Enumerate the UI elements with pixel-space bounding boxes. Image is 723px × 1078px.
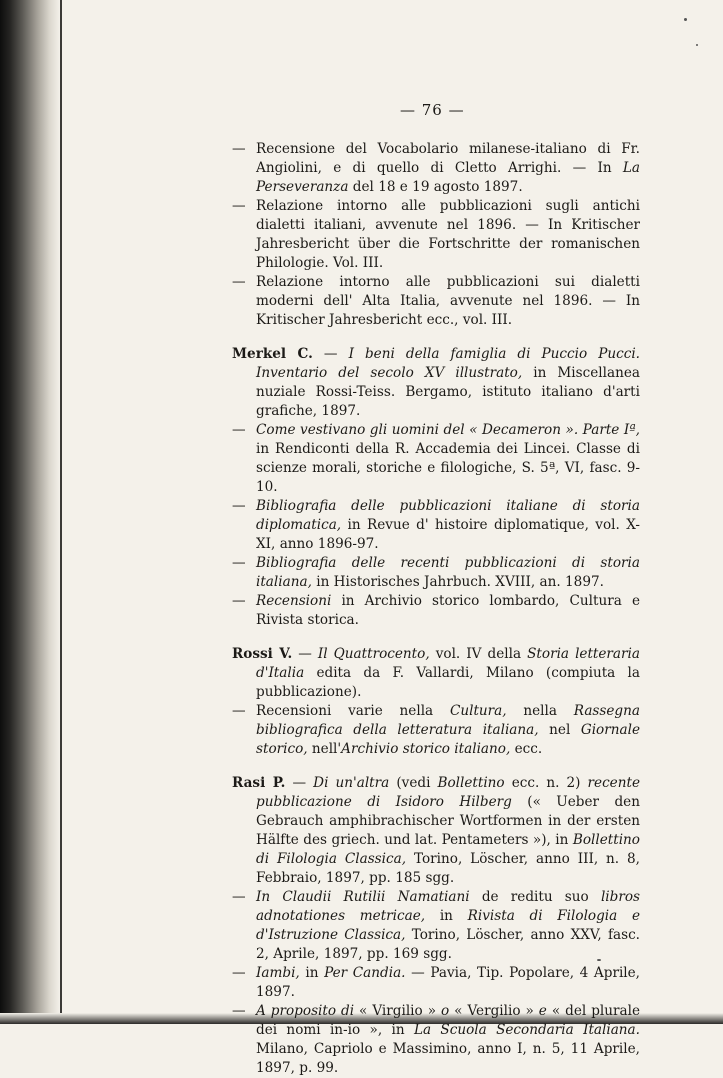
entry-dash: — bbox=[232, 555, 246, 571]
entry-text: « Vergilio » bbox=[449, 1003, 539, 1019]
entry-text: — Pavia, Tip. Popolare, 4 Aprile, 1897. bbox=[256, 965, 641, 1000]
entry-dash: — bbox=[232, 593, 246, 609]
italic-title: Per Candia. bbox=[324, 965, 406, 981]
italic-title: Di un'altra bbox=[313, 775, 390, 791]
bibliography-entry bbox=[232, 1002, 640, 1078]
entry-text: nel bbox=[538, 722, 581, 738]
bibliography-entry bbox=[232, 497, 640, 554]
italic-title: In Claudii Rutilii Namatiani bbox=[256, 889, 470, 905]
italic-title: e bbox=[538, 1003, 547, 1019]
book-spine-shadow bbox=[0, 0, 60, 1024]
entry-dash: — bbox=[298, 646, 312, 662]
italic-title: La Scuola Secondaria Italiana. bbox=[413, 1022, 640, 1038]
entry-dash: — bbox=[232, 274, 246, 290]
entry-text: Milano, Capriolo e Massimino, anno I, n. 5, 11 Aprile, 1897, p. 99. bbox=[256, 1041, 640, 1076]
italic-title: Storia letteraria d'Italia bbox=[256, 646, 640, 681]
bibliography-entry bbox=[232, 273, 640, 330]
entry-dash: — bbox=[232, 422, 246, 438]
entry-text: edita da F. Vallardi, Milano (compiuta la pubblicazione). bbox=[256, 665, 640, 700]
bibliography-entry bbox=[232, 554, 640, 592]
entry-text: in Rendiconti della R. Accademia dei Lincei. Classe di scienze morali, storiche e filologiche, S. 5ª, VI, fasc. 9-10. bbox=[256, 441, 640, 495]
entry-text: « Virgilio » bbox=[354, 1003, 441, 1019]
entry-dash: — bbox=[323, 346, 338, 362]
entry-dash: — bbox=[232, 1003, 246, 1019]
entry-text: de reditu suo bbox=[469, 889, 601, 905]
entry-text: in Historisches Jahrbuch. XVIII, an. 1897. bbox=[311, 574, 604, 590]
paper-speck bbox=[684, 18, 687, 21]
entry-text: Relazione intorno alle pubblicazioni sugli antichi dialetti italiani, avvenute nel 1896. — In Kritischer Jahresbericht über die Fortschritte der romanischen Philologie. Vol. III. bbox=[256, 198, 640, 271]
bibliography-entry bbox=[232, 702, 640, 759]
italic-title: Bollettino di Filologia Classica, bbox=[256, 832, 640, 867]
entry-text: ecc. n. 2) bbox=[504, 775, 588, 791]
author-entry bbox=[232, 774, 640, 888]
entry-text: in Miscellanea nuziale Rossi-Teiss. Bergamo, istituto italiano d'arti grafiche, 1897. bbox=[256, 365, 640, 419]
entry-dash: — bbox=[232, 889, 246, 905]
author-entry bbox=[232, 345, 640, 421]
author-name: Merkel C. bbox=[232, 346, 313, 362]
entry-text: in Archivio storico lombardo, Cultura e Rivista storica. bbox=[256, 593, 640, 628]
entry-dash: — bbox=[232, 703, 246, 719]
italic-title: Bibliografia delle pubblicazioni italiane di storia diplomatica, bbox=[256, 498, 640, 533]
entry-dash: — bbox=[232, 498, 246, 514]
bibliography-section bbox=[232, 774, 640, 1078]
italic-title: Il Quattrocento, bbox=[317, 646, 430, 662]
italic-title: Bollettino bbox=[437, 775, 505, 791]
entry-text: in Revue d' histoire diplomatique, vol. X-XI, anno 1896-97. bbox=[256, 517, 640, 552]
author-entry bbox=[232, 645, 640, 702]
entry-dash: — bbox=[232, 198, 246, 214]
bibliography-entry bbox=[232, 592, 640, 630]
gutter-line bbox=[60, 0, 62, 1024]
italic-title: libros adnotationes metricae, bbox=[256, 889, 640, 924]
page-number: — 76 — bbox=[400, 101, 465, 119]
bibliography-section bbox=[232, 345, 640, 630]
bibliography-list bbox=[232, 140, 640, 1078]
entry-text: in bbox=[299, 965, 325, 981]
entry-text: Recensioni varie nella bbox=[256, 703, 450, 719]
paper-speck bbox=[696, 44, 698, 46]
author-name: Rasi P. bbox=[232, 775, 286, 791]
italic-title: Cultura, bbox=[449, 703, 507, 719]
entry-dash: — bbox=[232, 965, 246, 981]
entry-text: ecc. bbox=[510, 741, 543, 757]
italic-title: I beni della famiglia di Puccio Pucci. Inventario del secolo XV illustrato, bbox=[256, 346, 640, 381]
italic-title: Iambi, bbox=[256, 965, 300, 981]
bibliography-entry bbox=[232, 140, 640, 197]
italic-title: Come vestivano gli uomini del « Decameron ». Parte Iª, bbox=[256, 422, 640, 438]
entry-text: Torino, Löscher, anno XXV, fasc. 2, Aprile, 1897, pp. 169 sgg. bbox=[256, 927, 641, 962]
bibliography-section bbox=[232, 140, 640, 330]
author-name: Rossi V. bbox=[232, 646, 293, 662]
entry-text: del 18 e 19 agosto 1897. bbox=[348, 179, 523, 195]
bibliography-section bbox=[232, 645, 640, 759]
italic-title: Rassegna bibliografica della letteratura italiana, bbox=[256, 703, 640, 738]
entry-text: in bbox=[425, 908, 468, 924]
italic-title: recente pubblicazione di Isidoro Hilberg bbox=[256, 775, 640, 810]
italic-title: Rivista di Filologia e d'Istruzione Classica, bbox=[256, 908, 640, 943]
entry-text: (« Ueber den Gebrauch amphibrachischer Wortformen in der ersten Hälfte des griech. und lat. Pentameters »), in bbox=[256, 794, 640, 848]
entry-text: vol. IV della bbox=[429, 646, 528, 662]
bibliography-entry bbox=[232, 888, 640, 964]
bibliography-entry bbox=[232, 964, 640, 1002]
bibliography-entry bbox=[232, 421, 640, 497]
entry-text: Torino, Löscher, anno III, n. 8, Febbraio, 1897, pp. 185 sgg. bbox=[256, 851, 640, 886]
italic-title: La Perseveranza bbox=[256, 160, 640, 195]
italic-title: Archivio storico italiano, bbox=[341, 741, 511, 757]
entry-text: nell' bbox=[307, 741, 342, 757]
entry-text: (vedi bbox=[389, 775, 438, 791]
italic-title: A proposito di bbox=[256, 1003, 355, 1019]
entry-text: « del plurale dei nomi in-io », in bbox=[256, 1003, 640, 1038]
italic-title: o bbox=[441, 1003, 450, 1019]
entry-text: Relazione intorno alle pubblicazioni sui dialetti moderni dell' Alta Italia, avvenute nel 1896. — In Kritischer Jahresbericht ecc., vol. III. bbox=[256, 274, 640, 328]
entry-text: nella bbox=[506, 703, 574, 719]
entry-dash: — bbox=[232, 141, 246, 157]
italic-title: Giornale storico, bbox=[256, 722, 640, 757]
italic-title: Recensioni bbox=[256, 593, 332, 609]
italic-title: Bibliografia delle recenti pubblicazioni di storia italiana, bbox=[256, 555, 640, 590]
entry-dash: — bbox=[292, 775, 307, 791]
bibliography-entry bbox=[232, 197, 640, 273]
entry-text: Recensione del Vocabolario milanese-italiano di Fr. Angiolini, e di quello di Cletto Arrighi. — In bbox=[256, 141, 640, 176]
